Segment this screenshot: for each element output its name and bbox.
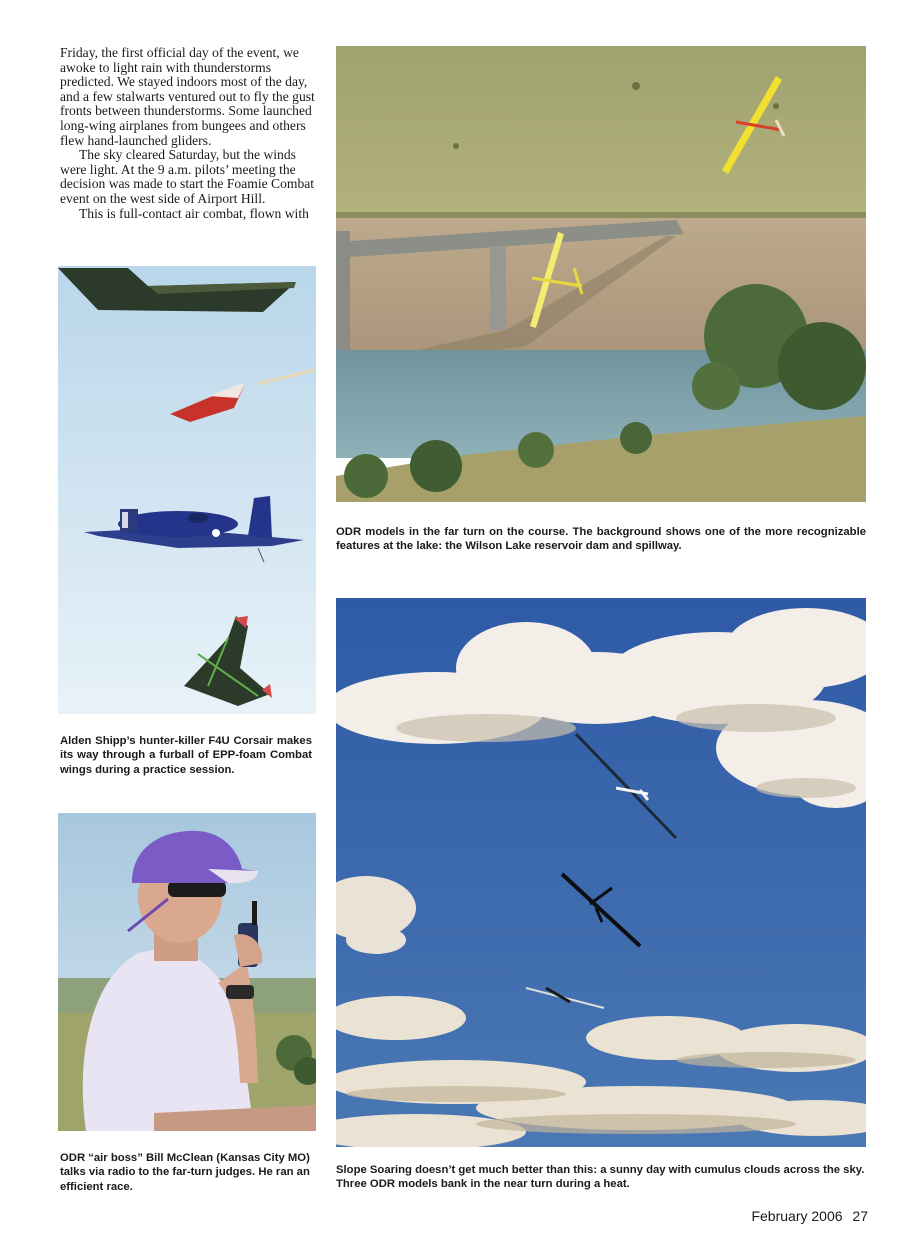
- paragraph: The sky cleared Saturday, but the winds were light. At the 9 a.m. pilots’ meeting the decision was made to start the Foamie Combat event on the west side of Airport Hill.: [60, 147, 315, 206]
- article-body: [60, 46, 316, 221]
- paragraph: Friday, the first official day of the event, we awoke to light rain with thunderstorms predicted. We stayed indoors most of the day, and a few stalwarts ventured out to fly the gust fronts between thunderstorms. Some launched long-wing airplanes from bungees and others flew hand-launched gliders.: [60, 45, 315, 148]
- caption-sky: Slope Soaring doesn’t get much better than this: a sunny day with cumulus clouds across the sky. Three ODR models bank in the near turn during a heat.: [336, 1164, 865, 1191]
- photo-cumulus-sky: [336, 598, 866, 1147]
- page-number: 27: [852, 1208, 868, 1224]
- issue-date: February 2006: [751, 1208, 843, 1224]
- caption-air-boss: ODR “air boss” Bill McClean (Kansas City MO) talks via radio to the far-turn judges. He ran an efficient race.: [60, 1152, 310, 1193]
- photo-combat-furball: [58, 266, 316, 714]
- photo-dam-far-turn: [336, 46, 866, 502]
- caption-combat: Alden Shipp’s hunter-killer F4U Corsair makes its way through a furball of EPP-foam Combat wings during a practice session.: [60, 735, 312, 776]
- paragraph: This is full-contact air combat, flown with: [79, 205, 309, 221]
- caption-dam: ODR models in the far turn on the course. The background shows one of the more recognizable features at the lake: the Wilson Lake reservoir dam and spillway.: [336, 526, 866, 553]
- page-folio: [751, 1208, 868, 1224]
- photo-air-boss: [58, 813, 316, 1131]
